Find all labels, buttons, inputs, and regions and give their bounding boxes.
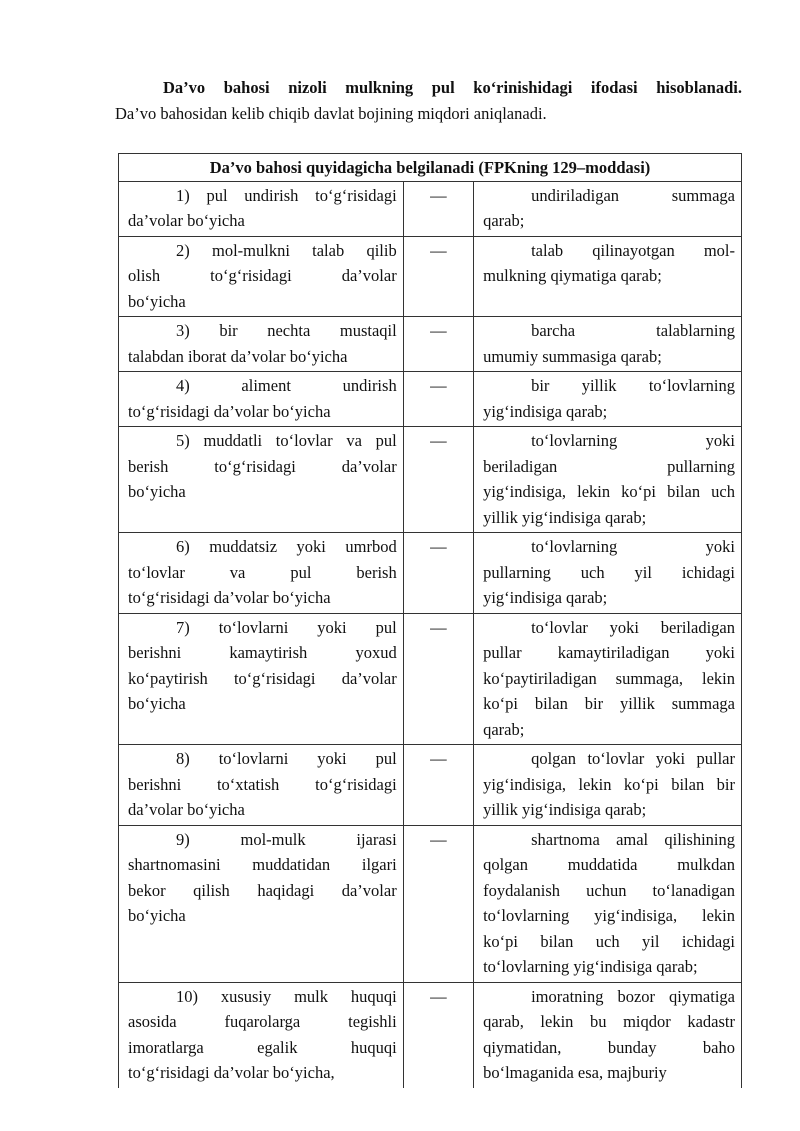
claim-value-rule-cell xyxy=(474,317,742,372)
claim-value-rule-cell-line: yig‘indisiga qarab; xyxy=(483,401,608,421)
claim-type-cell-line: talabdan iborat da’volar bo‘yicha xyxy=(128,346,348,366)
claim-value-rule-cell-line: barcha talablarning xyxy=(531,321,735,340)
claim-type-cell-line: 10) xususiy mulk huquqi xyxy=(176,986,397,1006)
dash-cell: — xyxy=(403,372,473,427)
claim-type-cell-line: bo‘yicha xyxy=(128,482,186,501)
claim-type-cell-line: to‘g‘risidagi da’volar bo‘yicha, xyxy=(128,1063,335,1082)
claim-type-cell-line: 8) to‘lovlarni yoki pul xyxy=(176,749,397,768)
claim-value-rule-cell-line: imoratning bozor qiymatiga xyxy=(531,986,735,1006)
claim-type-cell xyxy=(119,533,404,614)
table-row xyxy=(119,372,742,427)
table-row xyxy=(119,982,742,1088)
claim-type-cell-line: da’volar bo‘yicha xyxy=(128,800,245,819)
bold-sentence: Da’vo bahosi nizoli mulkning pul ko‘rinishidagi ifodasi hisoblanadi. xyxy=(163,78,742,97)
claim-type-cell xyxy=(119,181,404,236)
claim-value-rule-cell-line: yillik yig‘indisiga qarab; xyxy=(483,800,647,819)
claim-type-cell-line: 6) muddatsiz yoki umrbod xyxy=(176,537,397,556)
claim-value-rule-cell-line: umumiy summasiga qarab; xyxy=(483,346,662,366)
claim-type-cell-line: berish to‘g‘risidagi da’volar xyxy=(128,456,397,476)
dash-cell: — xyxy=(403,317,473,372)
claim-value-rule-cell-line: to‘lovlarning yoki xyxy=(531,431,735,450)
claim-type-cell xyxy=(119,236,404,317)
dash-cell: — xyxy=(403,825,473,982)
claim-type-cell-line: berishni to‘xtatish to‘g‘risidagi xyxy=(128,774,397,794)
table-row xyxy=(119,317,742,372)
claim-type-cell-line: to‘lovlar va pul berish xyxy=(128,562,397,582)
claim-value-rule-cell xyxy=(474,613,742,745)
claim-value-rule-cell-line: qarab, lekin bu miqdor kadastr xyxy=(483,1012,735,1031)
claim-value-rule-cell-line: yig‘indisiga qarab; xyxy=(483,588,608,607)
claim-value-rule-cell xyxy=(474,745,742,826)
claim-value-rule-cell xyxy=(474,825,742,982)
claim-value-rule-cell-line: to‘lovlarning yig‘indisiga, lekin xyxy=(483,906,735,925)
claim-value-rule-cell-line: ko‘paytiriladigan summaga, lekin xyxy=(483,668,735,688)
claim-type-cell-line: bo‘yicha xyxy=(128,694,186,713)
claim-type-cell-line: asosida fuqarolarga tegishli xyxy=(128,1012,397,1031)
claim-type-cell-line: bekor qilish haqidagi da’volar xyxy=(128,880,397,900)
table-header: Da’vo bahosi quyidagicha belgilanadi (FPKning 129–moddasi) xyxy=(119,154,742,182)
claim-type-cell xyxy=(119,982,404,1088)
claim-value-rule-cell-line: ko‘pi bilan uch yil ichidagi xyxy=(483,931,735,951)
claim-type-cell xyxy=(119,745,404,826)
claim-type-cell xyxy=(119,825,404,982)
claim-type-cell xyxy=(119,613,404,745)
claim-value-rule-cell-line: yig‘indisiga, lekin ko‘pi bilan bir xyxy=(483,774,735,794)
dash-cell: — xyxy=(403,982,473,1088)
claim-type-cell-line: 4) aliment undirish xyxy=(176,376,397,395)
claim-type-cell-line: da’volar bo‘yicha xyxy=(128,211,245,230)
claim-value-rule-cell-line: undiriladigan summaga xyxy=(531,185,735,205)
claim-type-cell-line: bo‘yicha xyxy=(128,906,186,925)
claim-type-cell-line: imoratlarga egalik huquqi xyxy=(128,1037,397,1057)
claim-value-rule-cell xyxy=(474,982,742,1088)
table-row xyxy=(119,533,742,614)
claim-value-rule-cell xyxy=(474,372,742,427)
table-row xyxy=(119,825,742,982)
claim-value-rule-cell-line: to‘lovlar yoki beriladigan xyxy=(531,617,735,637)
claim-value-rule-cell xyxy=(474,236,742,317)
claim-value-rule-cell-line: qolgan muddatida mulkdan xyxy=(483,855,735,874)
claim-value-rule-cell-line: beriladigan pullarning xyxy=(483,456,735,476)
claim-type-cell-line: ko‘paytirish to‘g‘risidagi da’volar xyxy=(128,668,397,688)
claim-value-rule-cell xyxy=(474,533,742,614)
dash-cell: — xyxy=(403,533,473,614)
claim-type-cell xyxy=(119,427,404,533)
claim-type-cell-line: to‘g‘risidagi da’volar bo‘yicha xyxy=(128,588,331,607)
claim-value-rule-cell-line: bo‘lmaganida esa, majburiy xyxy=(483,1063,667,1082)
table-row xyxy=(119,613,742,745)
claim-value-rule-cell-line: foydalanish uchun to‘lanadigan xyxy=(483,880,735,900)
claim-value-rule-cell-line: talab qilinayotgan mol- xyxy=(531,240,735,260)
claim-value-rule-cell-line: to‘lovlarning yig‘indisiga qarab; xyxy=(483,957,698,976)
claim-value-rule-cell-line: mulkning qiymatiga qarab; xyxy=(483,266,662,285)
dash-cell: — xyxy=(403,236,473,317)
claim-value-rule-cell xyxy=(474,181,742,236)
intro-sentence: Da’vo bahosidan kelib chiqib davlat bojining miqdori aniqlanadi. xyxy=(115,104,547,123)
claim-type-cell xyxy=(119,372,404,427)
claim-type-cell-line: 2) mol-mulkni talab qilib xyxy=(176,240,397,260)
claim-type-cell-line: 5) muddatli to‘lovlar va pul xyxy=(176,431,397,450)
claim-type-cell-line: bo‘yicha xyxy=(128,291,186,311)
claim-value-rule-cell-line: qarab; xyxy=(483,211,525,230)
claim-type-cell-line: shartnomasini muddatidan ilgari xyxy=(128,855,397,874)
claim-value-rule-cell xyxy=(474,427,742,533)
claim-type-cell-line: 9) mol-mulk ijarasi xyxy=(176,829,397,849)
claim-value-rule-cell-line: yillik yig‘indisiga qarab; xyxy=(483,507,647,527)
claim-value-rule-cell-line: bir yillik to‘lovlarning xyxy=(531,376,735,395)
claim-value-rule-cell-line: pullarning uch yil ichidagi xyxy=(483,562,735,582)
dash-cell: — xyxy=(403,427,473,533)
table-row xyxy=(119,745,742,826)
dash-cell: — xyxy=(403,745,473,826)
claim-value-rule-cell-line: yig‘indisiga, lekin ko‘pi bilan uch xyxy=(483,482,735,501)
claim-type-cell-line: 3) bir nechta mustaqil xyxy=(176,321,397,340)
claim-value-rule-cell-line: qiymatidan, bunday baho xyxy=(483,1037,735,1057)
table-row xyxy=(119,427,742,533)
claim-type-cell-line: to‘g‘risidagi da’volar bo‘yicha xyxy=(128,401,331,421)
claim-type-cell xyxy=(119,317,404,372)
claim-type-cell-line: 7) to‘lovlarni yoki pul xyxy=(176,617,397,637)
dash-cell: — xyxy=(403,181,473,236)
claim-type-cell-line: berishni kamaytirish yoxud xyxy=(128,643,397,662)
claim-value-rule-cell-line: qarab; xyxy=(483,719,525,739)
table-header-row xyxy=(119,154,742,182)
claim-value-table xyxy=(118,153,742,1088)
claim-value-rule-cell-line: shartnoma amal qilishining xyxy=(531,829,735,849)
claim-value-rule-cell-line: to‘lovlarning yoki xyxy=(531,537,735,556)
dash-cell: — xyxy=(403,613,473,745)
claim-type-cell-line: olish to‘g‘risidagi da’volar xyxy=(128,266,397,285)
table-row xyxy=(119,181,742,236)
claim-value-rule-cell-line: ko‘pi bilan bir yillik summaga xyxy=(483,694,735,713)
claim-value-rule-cell-line: qolgan to‘lovlar yoki pullar xyxy=(531,749,735,768)
table-row xyxy=(119,236,742,317)
claim-value-rule-cell-line: pullar kamaytiriladigan yoki xyxy=(483,643,735,662)
claim-type-cell-line: 1) pul undirish to‘g‘risidagi xyxy=(176,185,397,205)
